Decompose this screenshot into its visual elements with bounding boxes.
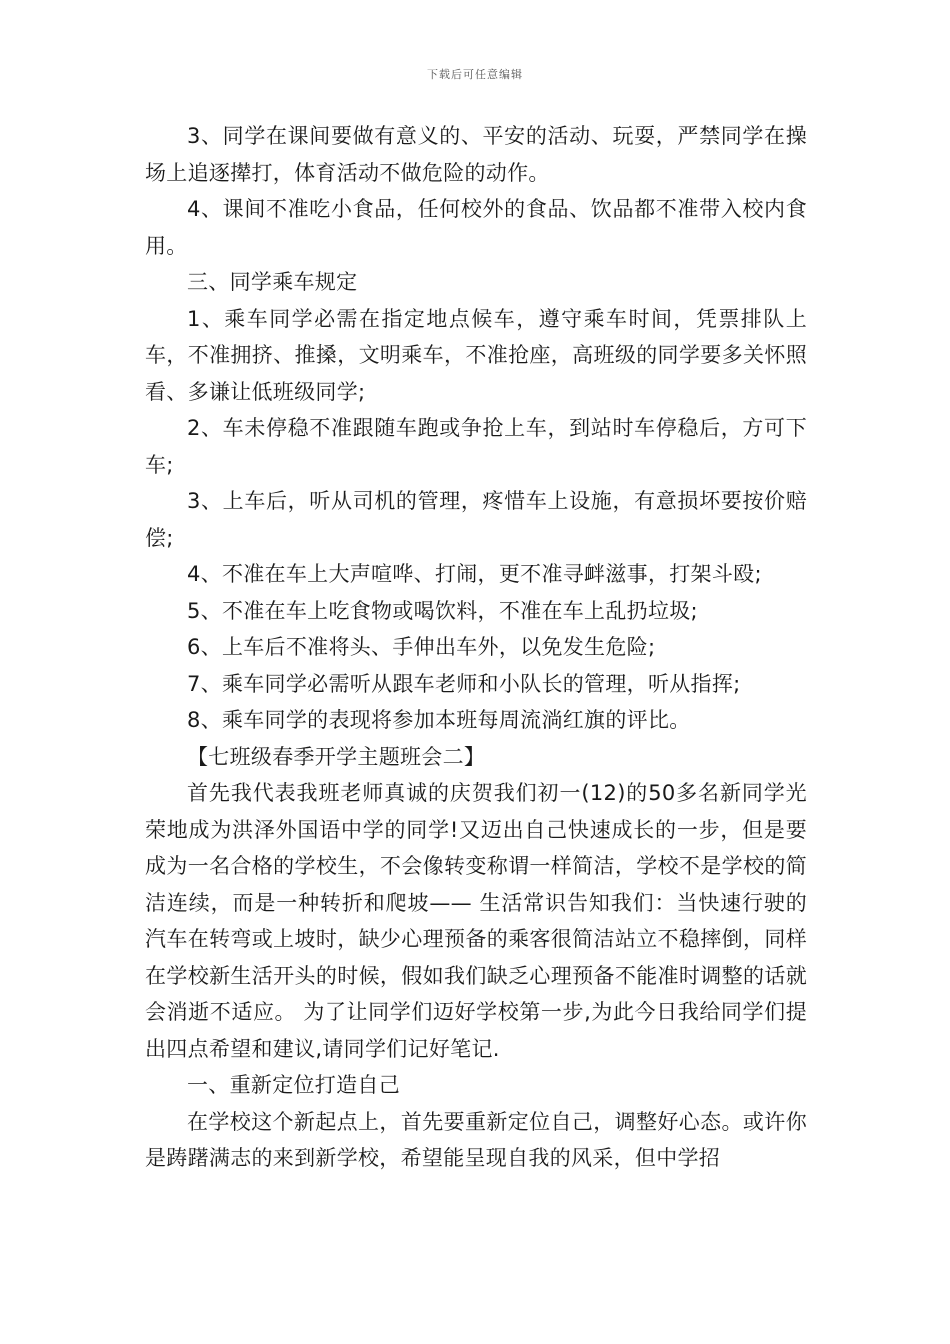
paragraph-bus-rule-1: 1、乘车同学必需在指定地点候车，遵守乘车时间，凭票排队上车，不准拥挤、推搡，文明乘车，不准抢座，高班级的同学要多关怀照看、多谦让低班级同学; xyxy=(145,306,807,404)
document-body xyxy=(145,118,807,1177)
paragraph-intro-speech: 首先我代表我班老师真诚的庆贺我们初一(12)的50多名新同学光荣地成为洪泽外国语中学的同学!又迈出自己快速成长的一步，但是要成为一名合格的学校生，不会像转变称谓一样简洁，学校不是学校的简洁连续，而是一种转折和爬坡—— 生活常识告知我们：当快速行驶的汽车在转弯或上坡时，缺少心理预备的乘客很简洁站立不稳摔倒，同样在学校新生活开头的时候，假如我们缺乏心理预备不能准时调整的话就会消逝不适应。 为了让同学们迈好学校第一步,为此今日我给同学们提出四点希望和建议,请同学们记好笔记. xyxy=(145,781,807,1061)
header-note: 下载后可任意编辑 xyxy=(427,68,523,81)
paragraph-reposition-body: 在学校这个新起点上，首先要重新定位自己，调整好心态。或许你是踌躇满志的来到新学校，希望能呈现自我的风采，但中学招 xyxy=(145,1109,807,1170)
paragraph-bus-rule-5: 5、不准在车上吃食物或喝饮料，不准在车上乱扔垃圾; xyxy=(187,598,698,623)
paragraph-rule-4: 4、课间不准吃小食品，任何校外的食品、饮品都不准带入校内食用。 xyxy=(145,197,807,258)
paragraph-bus-rule-6: 6、上车后不准将头、手伸出车外，以免发生危险; xyxy=(187,635,656,659)
section-heading-bus-rules: 三、同学乘车规定 xyxy=(187,270,358,294)
paragraph-bus-rule-2: 2、车未停稳不准跟随车跑或争抢上车，到站时车停稳后，方可下车; xyxy=(145,416,807,477)
paragraph-bus-rule-4: 4、不准在车上大声喧哗、打闹，更不准寻衅滋事，打架斗殴; xyxy=(187,562,762,586)
paragraph-bus-rule-7: 7、乘车同学必需听从跟车老师和小队长的管理，听从指挥; xyxy=(187,671,741,696)
section-title-class-meeting-2: 【七班级春季开学主题班会二】 xyxy=(187,744,486,769)
paragraph-bus-rule-3: 3、上车后，听从司机的管理，疼惜车上设施，有意损坏要按价赔偿; xyxy=(145,489,807,550)
section-heading-reposition: 一、重新定位打造自己 xyxy=(187,1073,400,1097)
paragraph-bus-rule-8: 8、乘车同学的表现将参加本班每周流淌红旗的评比。 xyxy=(187,708,691,732)
paragraph-rule-3: 3、同学在课间要做有意义的、平安的活动、玩耍，严禁同学在操场上追逐撵打，体育活动不做危险的动作。 xyxy=(145,124,807,185)
